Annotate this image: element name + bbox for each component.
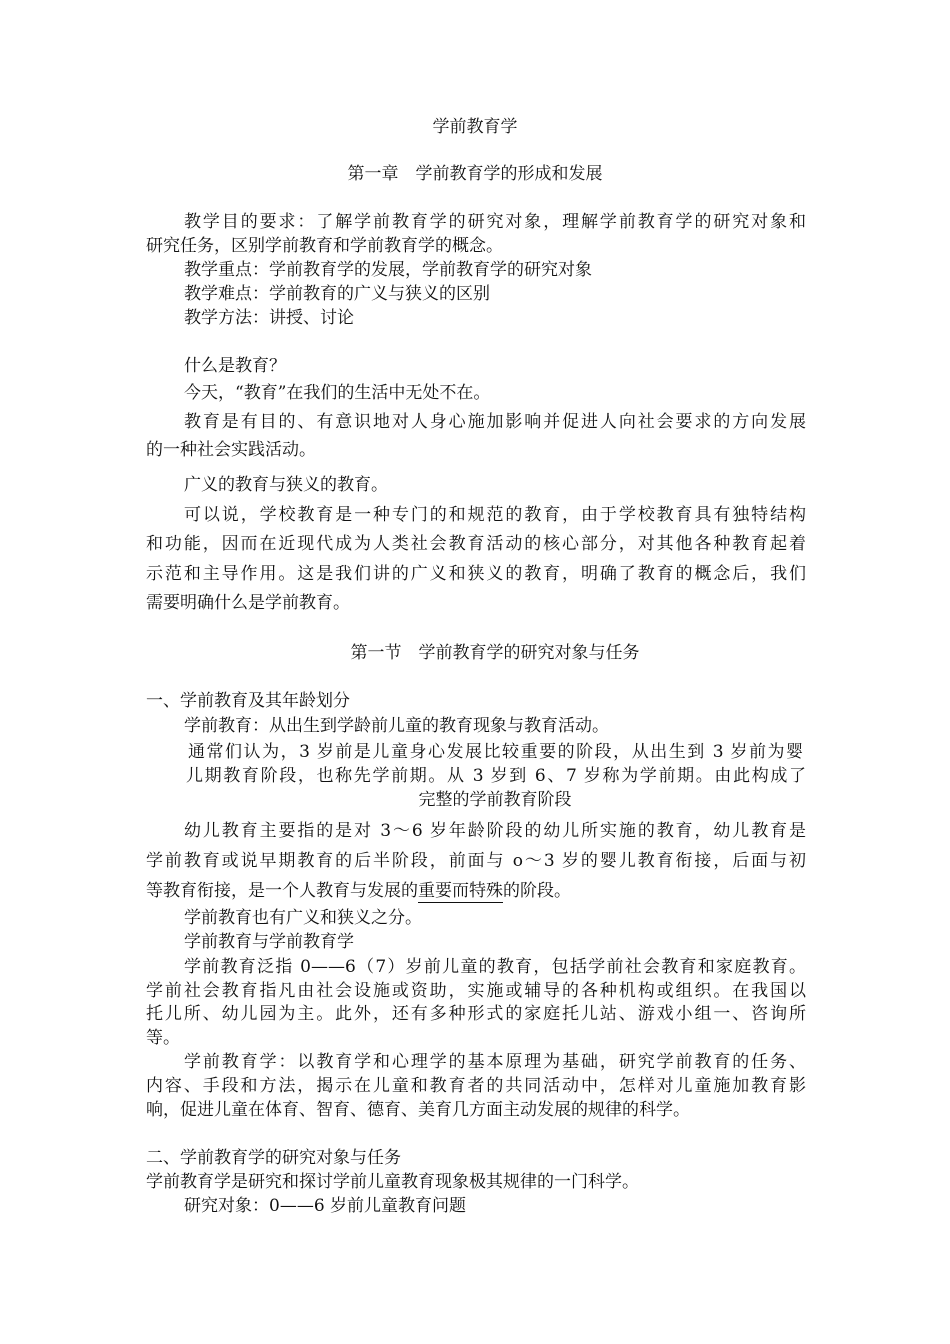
- paragraph-line: 学前教育泛指 0——6（7）岁前儿童的教育，包括学前社会教育和家庭教育。: [184, 957, 806, 977]
- document-title: 学前教育学: [432, 117, 518, 137]
- paragraph-line: 幼儿教育主要指的是对 3～6 岁年龄阶段的幼儿所实施的教育，幼儿教育是: [184, 821, 806, 841]
- underlined-phrase: 重要而特殊: [418, 881, 503, 901]
- paragraph-line: 学前教育学：以教育学和心理学的基本原理为基础，研究学前教育的任务、: [184, 1052, 806, 1072]
- paragraph-line: [146, 880, 571, 902]
- text-segment: 等教育衔接，是一个人教育与发展的: [146, 881, 418, 901]
- paragraph: 学前教育学是研究和探讨学前儿童教育现象极其规律的一门科学。: [146, 1172, 639, 1192]
- question-what-is-education: 什么是教育？: [184, 356, 286, 376]
- paragraph-line: 完整的学前教育阶段: [418, 790, 572, 810]
- goal-line-1: 教学目的要求：了解学前教育学的研究对象，理解学前教育学的研究对象和: [184, 212, 806, 232]
- paragraph-line: 学前教育或说早期教育的后半阶段，前面与 o～3 岁的婴儿教育衔接，后面与初: [146, 851, 806, 871]
- key-points: 教学重点：学前教育学的发展，学前教育学的研究对象: [184, 260, 592, 280]
- subheading-2: 二、学前教育学的研究对象与任务: [146, 1148, 401, 1168]
- goal-line-2: 研究任务，区别学前教育和学前教育学的概念。: [146, 236, 503, 256]
- paragraph-line: 的一种社会实践活动。: [146, 440, 316, 460]
- paragraph-line: 和功能，因而在近现代成为人类社会教育活动的核心部分，对其他各种教育起着: [146, 534, 806, 554]
- paragraph-line: 可以说，学校教育是一种专门的和规范的教育，由于学校教育具有独特结构: [184, 505, 806, 525]
- paragraph-line: 托儿所、幼儿园为主。此外，还有多种形式的家庭托儿站、游戏小组一、咨询所: [146, 1004, 806, 1024]
- text-segment: 的阶段。: [503, 881, 571, 901]
- paragraph-line: 需要明确什么是学前教育。: [146, 593, 350, 613]
- paragraph: 广义的教育与狭义的教育。: [184, 475, 388, 495]
- paragraph: 学前教育与学前教育学: [184, 932, 354, 952]
- paragraph-line: 内容、手段和方法，揭示在儿童和教育者的共同活动中，怎样对儿童施加教育影: [146, 1076, 806, 1096]
- paragraph-line: 通常们认为，3 岁前是儿童身心发展比较重要的阶段，从出生到 3 岁前为婴: [188, 742, 803, 762]
- paragraph-line: 学前社会教育指凡由社会设施或资助，实施或辅导的各种机构或组织。在我国以: [146, 981, 806, 1001]
- paragraph: 学前教育也有广义和狭义之分。: [184, 908, 422, 928]
- subheading-1: 一、学前教育及其年龄划分: [146, 691, 350, 711]
- teaching-method: 教学方法：讲授、讨论: [184, 308, 354, 328]
- section-heading: 第一节 学前教育学的研究对象与任务: [350, 643, 640, 663]
- paragraph-line: 儿期教育阶段，也称先学前期。从 3 岁到 6、7 岁称为学前期。由此构成了: [186, 766, 806, 786]
- chapter-heading: 第一章 学前教育学的形成和发展: [347, 164, 603, 184]
- paragraph: 今天，“教育”在我们的生活中无处不在。: [184, 383, 491, 403]
- paragraph-line: 等。: [146, 1028, 180, 1048]
- definition-line: 学前教育：从出生到学龄前儿童的教育现象与教育活动。: [184, 716, 609, 736]
- paragraph-line: 响，促进儿童在体育、智育、德育、美育几方面主动发展的规律的科学。: [146, 1100, 690, 1120]
- paragraph-line: 教育是有目的、有意识地对人身心施加影响并促进人向社会要求的方向发展: [184, 412, 806, 432]
- difficult-points: 教学难点：学前教育的广义与狭义的区别: [184, 284, 490, 304]
- paragraph-line: 示范和主导作用。这是我们讲的广义和狭义的教育，明确了教育的概念后，我们: [146, 564, 806, 584]
- paragraph: 研究对象：0——6 岁前儿童教育问题: [184, 1196, 467, 1216]
